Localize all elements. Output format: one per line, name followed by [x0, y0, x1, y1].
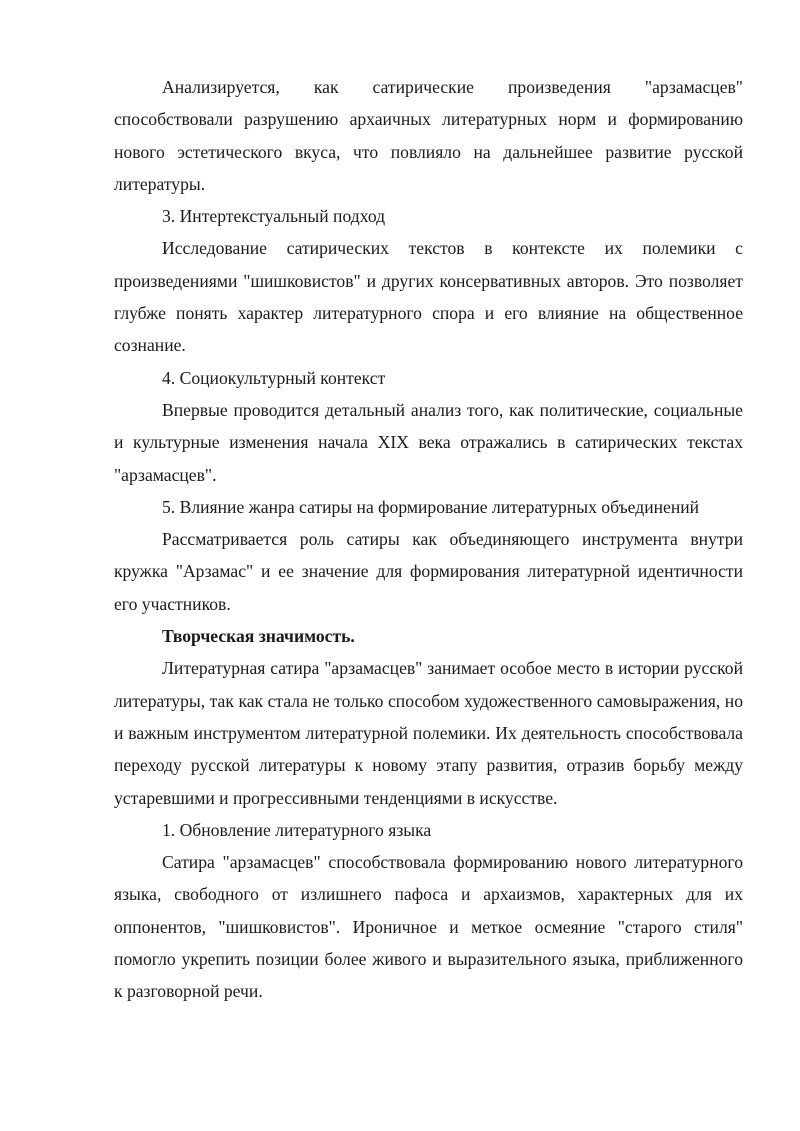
paragraph-text: Исследование сатирических текстов в контексте их полемики с произведениями "шишковистов" и других консервативных авторов. Это позволяет глубже понять характер литературного спора и его влияние на общественное сознание.	[114, 238, 743, 356]
document-page	[114, 71, 743, 1008]
paragraph-text: Сатира "арзамасцев" способствовала формированию нового литературного языка, свободного от излишнего пафоса и архаизмов, характерных для их оппонентов, "шишковистов". Ироничное и меткое осмеяние "старого стиля" помогло укрепить позиции более живого и выразительного языка, приближенного к разговорной речи.	[114, 852, 743, 1002]
paragraph-text: Анализируется, как сатирические произведения "арзамасцев" способствовали разрушению архаичных литературных норм и формированию нового эстетического вкуса, что повлияло на дальнейшее развитие русской литературы.	[114, 77, 743, 194]
section-heading: 1. Обновление литературного языка	[162, 819, 432, 840]
section-heading: 4. Социокультурный контекст	[162, 367, 386, 388]
paragraph-text: Рассматривается роль сатиры как объединяющего инструмента внутри кружка "Арзамас" и ее значение для формирования литературной идентичности его участников.	[114, 529, 743, 614]
section-heading: 5. Влияние жанра сатиры на формирование литературных объединений	[162, 496, 700, 517]
paragraph-text: Литературная сатира "арзамасцев" занимает особое место в истории русской литературы, так как стала не только способом художественного самовыражения, но и важным инструментом литературной полемики. Их деятельность способствовала переходу русской литературы к новому этапу развития, отразив борьбу между устаревшими и прогрессивными тенденциями в искусстве.	[114, 658, 743, 808]
bold-heading: Творческая значимость.	[162, 626, 355, 647]
paragraph-text: Впервые проводится детальный анализ того, как политические, социальные и культурные изменения начала XIX века отражались в сатирических текстах "арзамасцев".	[114, 399, 743, 485]
section-heading: 3. Интертекстуальный подход	[162, 206, 386, 227]
